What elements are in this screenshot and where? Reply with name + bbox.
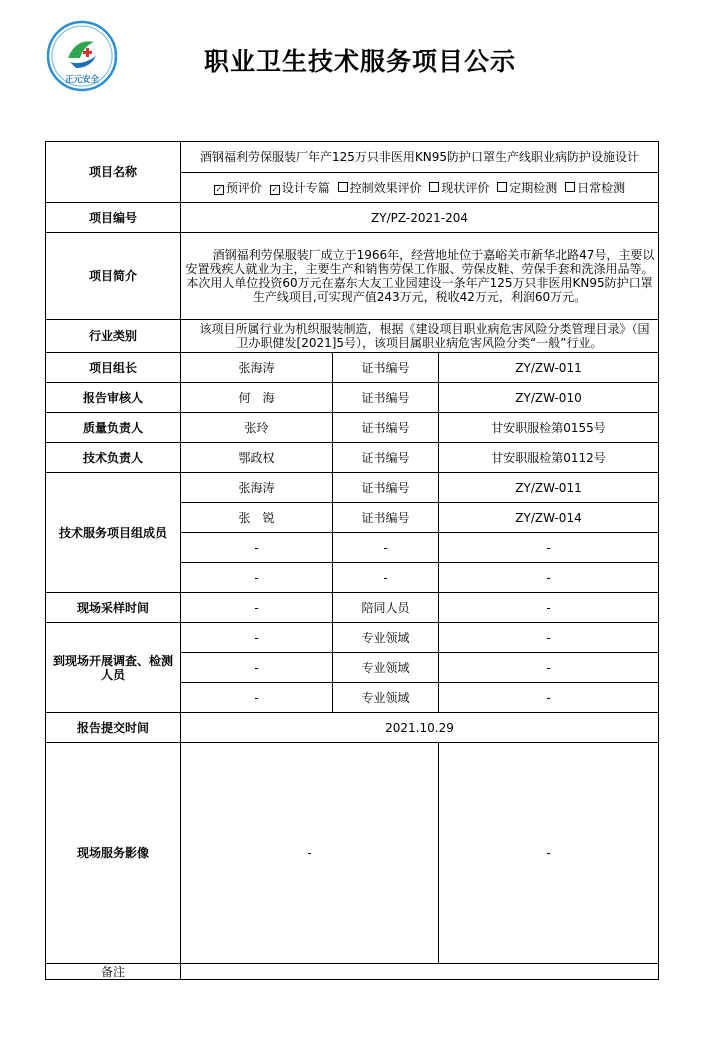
cert-label: 证书编号 [333, 443, 439, 473]
checkbox-pre-evaluation: ✓ 预评价 [215, 180, 262, 195]
survey-label: 到现场开展调查、检测人员 [46, 623, 181, 713]
sampling-label: 现场采样时间 [46, 593, 181, 623]
member-cert: - [439, 563, 659, 593]
member-name: 张 锐 [181, 503, 333, 533]
quality-cert: 甘安职服检第0155号 [439, 413, 659, 443]
reviewer-name: 何 海 [181, 383, 333, 413]
member-cert-label: - [333, 533, 439, 563]
tech-cert: 甘安职服检第0112号 [439, 443, 659, 473]
member-cert: - [439, 533, 659, 563]
member-name: 张海涛 [181, 473, 333, 503]
project-intro-label: 项目简介 [46, 233, 181, 320]
survey-name: - [181, 623, 333, 653]
service-type-checkboxes [181, 173, 659, 203]
project-name-label: 项目名称 [46, 142, 181, 203]
reviewer-label: 报告审核人 [46, 383, 181, 413]
survey-name: - [181, 683, 333, 713]
project-info-table [45, 141, 659, 980]
industry-label: 行业类别 [46, 320, 181, 353]
project-name-value: 酒钢福利劳保服装厂年产125万只非医用KN95防护口罩生产线职业病防护设施设计 [181, 142, 659, 173]
empty-box-icon [429, 182, 439, 192]
cert-label: 证书编号 [333, 413, 439, 443]
project-intro-value: 酒钢福利劳保服装厂成立于1966年，经营地址位于嘉峪关市新华北路47号，主要以安置残疾人就业为主，主要生产和销售劳保工作服、劳保皮鞋、劳保手套和洗涤用品等。本次用人单位投资60万元在嘉东大友工业园建设一条年产125万只非医用KN95防护口罩生产线项目,可实现产值243万元，税收42万元，利润60万元。 [181, 233, 659, 320]
survey-field: - [439, 653, 659, 683]
member-cert: ZY/ZW-014 [439, 503, 659, 533]
image-right: - [439, 743, 659, 964]
checked-box-icon: ✓ [215, 184, 223, 194]
remarks-label: 备注 [46, 964, 181, 980]
member-name: - [181, 563, 333, 593]
sampling-value: - [181, 593, 333, 623]
survey-field-label: 专业领域 [333, 683, 439, 713]
checkbox-periodic: 定期检测 [497, 181, 557, 195]
member-cert-label: 证书编号 [333, 503, 439, 533]
industry-value: 该项目所属行业为机织服装制造，根据《建设项目职业病危害风险分类管理目录》（国卫办职健发[2021]5号），该项目属职业病危害风险分类“一般”行业。 [181, 320, 659, 353]
members-label: 技术服务项目组成员 [46, 473, 181, 593]
member-name: - [181, 533, 333, 563]
checkbox-design: ✓ 设计专篇 [271, 180, 330, 195]
tech-label: 技术负责人 [46, 443, 181, 473]
project-no-label: 项目编号 [46, 203, 181, 233]
images-label: 现场服务影像 [46, 743, 181, 964]
checkbox-daily: 日常检测 [565, 181, 625, 195]
quality-name: 张玲 [181, 413, 333, 443]
leader-label: 项目组长 [46, 353, 181, 383]
leader-name: 张海涛 [181, 353, 333, 383]
project-no-value: ZY/PZ-2021-204 [181, 203, 659, 233]
survey-field: - [439, 623, 659, 653]
quality-label: 质量负责人 [46, 413, 181, 443]
member-cert-label: - [333, 563, 439, 593]
empty-box-icon [497, 182, 507, 192]
checked-box-icon: ✓ [271, 184, 279, 194]
submit-value: 2021.10.29 [181, 713, 659, 743]
leader-cert: ZY/ZW-011 [439, 353, 659, 383]
survey-field-label: 专业领域 [333, 653, 439, 683]
checkbox-status: 现状评价 [429, 181, 489, 195]
logo-text: 正元安全 [64, 75, 100, 85]
checkbox-control-effect: 控制效果评价 [338, 181, 422, 195]
survey-field: - [439, 683, 659, 713]
survey-field-label: 专业领域 [333, 623, 439, 653]
companion-label: 陪同人员 [333, 593, 439, 623]
image-left: - [181, 743, 439, 964]
reviewer-cert: ZY/ZW-010 [439, 383, 659, 413]
submit-label: 报告提交时间 [46, 713, 181, 743]
remarks-value [181, 964, 659, 980]
cert-label: 证书编号 [333, 353, 439, 383]
empty-box-icon [338, 182, 348, 192]
member-cert-label: 证书编号 [333, 473, 439, 503]
empty-box-icon [565, 182, 575, 192]
cert-label: 证书编号 [333, 383, 439, 413]
companion-value: - [439, 593, 659, 623]
survey-name: - [181, 653, 333, 683]
member-cert: ZY/ZW-011 [439, 473, 659, 503]
page-title: 职业卫生技术服务项目公示 [203, 47, 516, 76]
tech-name: 鄂政权 [181, 443, 333, 473]
